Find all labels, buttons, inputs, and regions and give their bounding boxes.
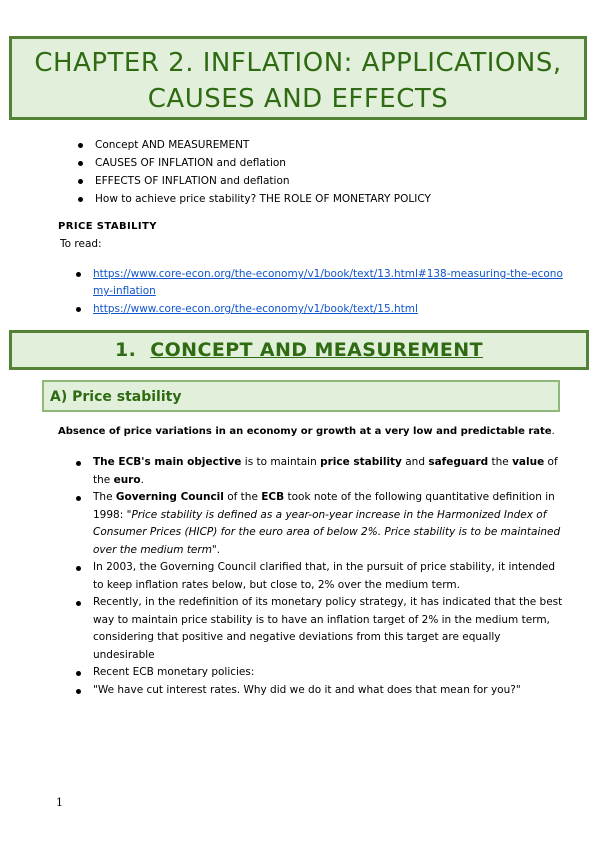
- chapter-title-line-1: CHAPTER 2. INFLATION: APPLICATIONS,: [34, 48, 562, 78]
- lead-definition: [58, 426, 555, 437]
- text: of the: [223, 491, 262, 503]
- link-core-econ-13[interactable]: https://www.core-econ.org/the-economy/v1/book/text/13.html#138-measuring-the-economy-inflation: [93, 268, 563, 297]
- text: The: [93, 491, 116, 503]
- section-title: CONCEPT AND MEASUREMENT: [150, 339, 483, 361]
- italic-quote: "Price stability is defined as a year-on-year increase in the Harmonized Index of Consumer Prices (HICP) for the euro area of below 2%. Price stability is to be maintained over the medium term": [93, 508, 561, 556]
- bold-text: The ECB's main objective: [93, 456, 242, 468]
- bold-text: Governing Council: [115, 491, 224, 503]
- reading-links: [93, 266, 563, 319]
- bold-text: safeguard: [428, 456, 489, 468]
- list-item: Recent ECB monetary policies:: [93, 664, 563, 682]
- bold-text: price stability: [320, 456, 402, 468]
- to-read-label: To read:: [60, 238, 102, 250]
- list-item: In 2003, the Governing Council clarified that, in the pursuit of price stability, it intended to keep inflation rates below, but close to, 2% over the medium term.: [93, 559, 563, 594]
- bold-text: ECB: [261, 491, 285, 503]
- subsection-title: A) Price stability: [50, 389, 182, 405]
- text: took note of the following quantitative definition in 1998:: [93, 491, 555, 521]
- list-item: "We have cut interest rates. Why did we do it and what does that mean for you?": [93, 682, 563, 700]
- page-number: 1: [56, 796, 63, 809]
- price-stability-heading: PRICE STABILITY: [58, 221, 157, 232]
- section-number: 1.: [115, 339, 137, 361]
- text: .: [140, 473, 144, 486]
- list-item: [93, 489, 563, 559]
- text: the: [488, 456, 513, 468]
- chapter-title-box: [9, 36, 587, 120]
- price-stability-bullets: [93, 454, 563, 699]
- lead-period: .: [551, 426, 555, 437]
- bold-text: euro: [113, 473, 141, 486]
- lead-text: Absence of price variations in an economy or growth at a very low and predictable rate: [58, 426, 552, 437]
- link-core-econ-15[interactable]: https://www.core-econ.org/the-economy/v1/book/text/15.html: [93, 303, 418, 315]
- list-item: CAUSES OF INFLATION and deflation: [95, 154, 431, 172]
- chapter-title-line-2: CAUSES AND EFFECTS: [147, 84, 449, 114]
- text: is to maintain: [241, 456, 321, 468]
- text: .: [216, 543, 221, 556]
- list-item: EFFECTS OF INFLATION and deflation: [95, 172, 431, 190]
- list-item: [93, 454, 563, 489]
- text: of the: [93, 456, 558, 486]
- section-heading-box: [9, 330, 589, 370]
- list-item: How to achieve price stability? THE ROLE OF MONETARY POLICY: [95, 190, 431, 208]
- text: and: [401, 456, 429, 468]
- list-item: [93, 266, 563, 300]
- subsection-heading-box: [42, 380, 560, 412]
- list-item: Recently, in the redefinition of its monetary policy strategy, it has indicated that the best way to maintain price stability is to have an inflation target of 2% in the medium term, considering that positive and negative deviations from this target are equally undesirable: [93, 594, 563, 664]
- list-item: [93, 301, 563, 318]
- bold-text: value: [512, 456, 545, 468]
- list-item: Concept AND MEASUREMENT: [95, 136, 431, 154]
- contents-list: [95, 136, 431, 208]
